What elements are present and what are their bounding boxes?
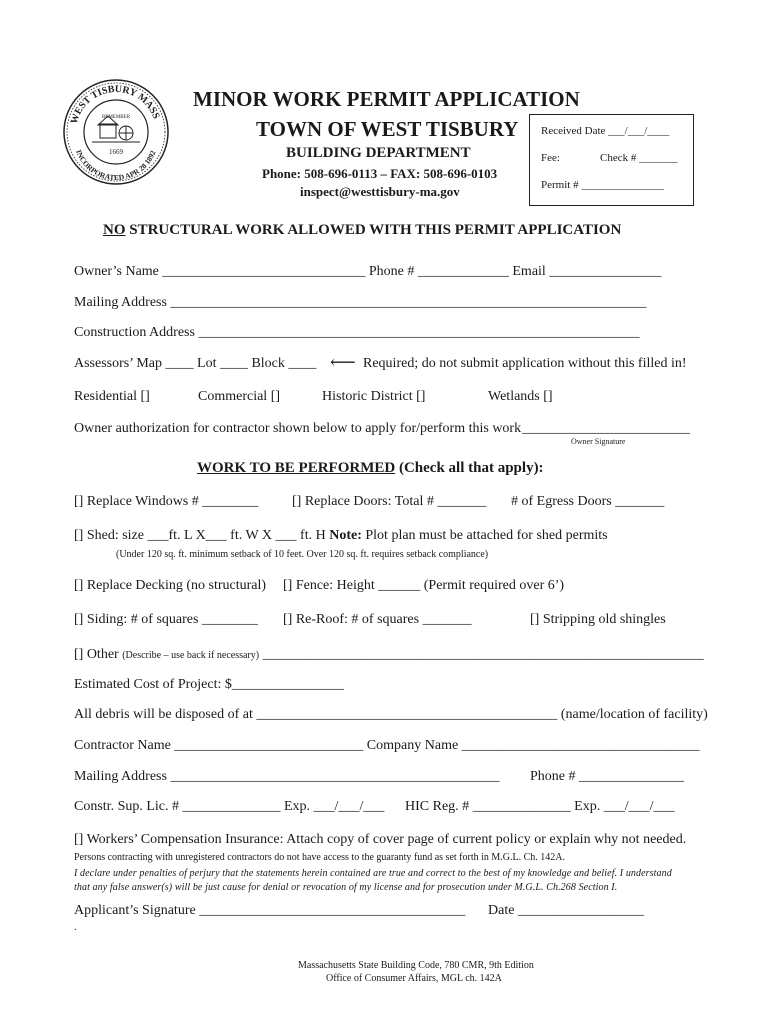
replace-doors-checkbox[interactable]: [] Replace Doors: Total # _______ [292,494,487,509]
shed-size-text: [] Shed: size ___ft. L X___ ft. W X ___ ft. H [74,528,326,543]
workers-comp-checkbox[interactable]: [] Workers’ Compensation Insurance: Attach copy of cover page of current policy or explain why not needed. [74,832,687,847]
assessors-map-lot-block[interactable]: Assessors’ Map ____ Lot ____ Block ____ [74,356,317,371]
perjury-declaration-line2: that any false answer(s) will be just cause for denial or revocation of my license and for prosecution under M.G.L. Ch.268 Section I. [74,882,618,893]
contractor-mailing-address[interactable]: Mailing Address _______________________________________________ [74,769,500,784]
town-name: TOWN OF WEST TISBURY [256,117,519,141]
siding-checkbox[interactable]: [] Siding: # of squares ________ [74,612,258,627]
shed-checkbox[interactable] [74,528,608,544]
owner-authorization-text: Owner authorization for contractor shown below to apply for/perform this work [74,421,522,436]
residential-checkbox[interactable]: Residential [] [74,389,150,404]
contractor-phone-field[interactable]: Phone # _______________ [530,769,684,784]
replace-decking-checkbox[interactable]: [] Replace Decking (no structural) [74,578,267,593]
contractor-company-row[interactable]: Contractor Name ___________________________ Company Name __________________________________ [74,738,700,753]
owner-signature-line[interactable]: ________________________ [522,421,690,436]
hic-registration-field[interactable]: HIC Reg. # ______________ Exp. ___/___/___ [405,799,675,814]
egress-doors-field[interactable]: # of Egress Doors _______ [511,494,665,509]
owner-mailing-address[interactable]: Mailing Address ____________________________________________________________________ [74,295,647,310]
other-line: _______________________________________________________________ [262,647,704,662]
form-title: MINOR WORK PERMIT APPLICATION [193,87,580,111]
shed-note-text: Plot plan must be attached for shed permits [365,528,608,543]
wetlands-checkbox[interactable]: Wetlands [] [488,389,553,404]
structural-notice [103,222,621,239]
fence-checkbox[interactable]: [] Fence: Height ______ (Permit required over 6’) [283,578,565,593]
perjury-declaration-line1: I declare under penalties of perjury that the statements herein contained are true and correct to the best of my knowledge and belief. I understand [74,868,672,879]
work-heading-note: (Check all that apply): [398,460,544,476]
notice-rest: STRUCTURAL WORK ALLOWED WITH THIS PERMIT APPLICATION [125,222,622,238]
applicant-signature-field[interactable]: Applicant’s Signature ______________________________________ [74,903,466,918]
shed-setback-note: (Under 120 sq. ft. minimum setback of 10 feet. Over 120 sq. ft. requires setback compliance) [116,549,489,560]
work-heading [197,460,544,477]
department-email: inspect@westtisbury-ma.gov [300,184,460,199]
other-note: (Describe – use back if necessary) [122,650,260,661]
owner-signature-label: Owner Signature [571,437,626,446]
notice-no: NO [103,222,126,238]
footer-building-code: Massachusetts State Building Code, 780 CMR, 9th Edition [298,960,534,971]
department-phone: Phone: 508-696-0113 – FAX: 508-696-0103 [262,166,498,181]
estimated-cost-field[interactable]: Estimated Cost of Project: $________________ [74,677,344,692]
office-use-box [529,114,694,206]
signature-date-field[interactable]: Date __________________ [488,903,644,918]
arrow-left-icon: ⟵ [330,352,356,372]
shed-note-label: Note: [329,528,362,543]
required-note: Required; do not submit application without this filled in! [363,356,687,371]
department-name: BUILDING DEPARTMENT [286,145,471,161]
stripping-shingles-checkbox[interactable]: [] Stripping old shingles [530,612,666,627]
other-work-checkbox[interactable] [74,647,704,663]
seal-bottom-text: INCORPORATED APR 28 1892 [74,148,158,183]
town-seal [62,78,170,186]
footer-consumer-affairs: Office of Consumer Affairs, MGL ch. 142A [326,973,502,984]
replace-windows-checkbox[interactable]: [] Replace Windows # ________ [74,494,259,509]
work-heading-title: WORK TO BE PERFORMED [197,460,396,476]
check-number-field[interactable]: Check # _______ [600,152,678,164]
stray-dot: . [74,922,77,933]
owner-name-phone-email-row[interactable]: Owner’s Name _____________________________ Phone # _____________ Email ________________ [74,264,662,279]
reroof-checkbox[interactable]: [] Re-Roof: # of squares _______ [283,612,472,627]
seal-top-text: WEST TISBURY MASS [68,83,162,126]
fee-field[interactable]: Fee: [541,152,560,164]
supervisor-license-field[interactable]: Constr. Sup. Lic. # ______________ Exp. ___/___/___ [74,799,385,814]
historic-district-checkbox[interactable]: Historic District [] [322,389,426,404]
seal-year: 1669 [109,148,123,156]
permit-number-field[interactable]: Permit # _______________ [541,179,664,191]
debris-disposal-field[interactable]: All debris will be disposed of at ___________________________________________ (name/location of facility) [74,707,708,722]
other-label: [] Other [74,647,119,662]
construction-address[interactable]: Construction Address _______________________________________________________________ [74,325,640,340]
unregistered-contractor-note: Persons contracting with unregistered contractors do not have access to the guaranty fund as set forth in M.G.L. Ch. 142A. [74,852,565,863]
received-date-field[interactable]: Received Date ___/___/____ [541,125,670,137]
seal-inner-text: REMEMBER [101,115,131,120]
commercial-checkbox[interactable]: Commercial [] [198,389,281,404]
